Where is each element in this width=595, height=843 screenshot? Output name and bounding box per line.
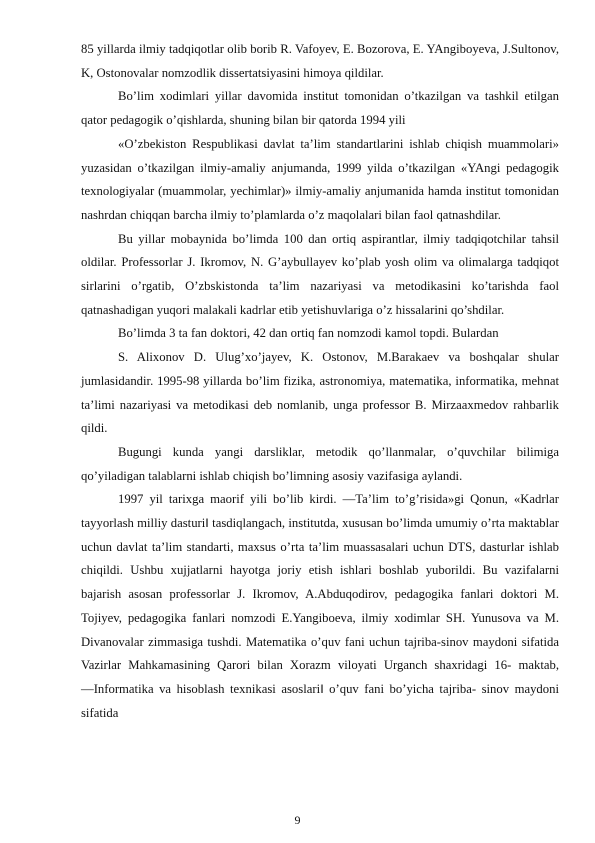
paragraph-1997-reforms: 1997 yil tarixga maorif yili bo’lib kirdi. ―Ta’lim to’g’risida»gi Qonun, «Kadrlar tayyorlash milliy dasturi‖ tasdiqlangach, institutda, xususan bo’limda umumiy o’rta maktablar uchun davlat ta’lim standarti, maxsus o’rta ta’lim muassasalari uchun DTS, dasturlar ishlab chiqildi. Ushbu xujjatlarni hayotga joriy etish ishlari boshlab yuborildi. Bu vazifalarni bajarish asosan professorlar J. Ikromov, A.Abduqodirov, pedagogika fanlari doktori M. Tojiyev, pedagogika fanlari nomzodi E.Yangiboeva, ilmiy xodimlar SH. Yunusova va M. Divanovalar zimmasiga tushdi. Matematika o’quv fani uchun tajriba-sinov maydoni sifatida Vazirlar Mahkamasining Qarori bilan Xorazm viloyati Urganch shaxridagi 16- maktab, ―Informatika va hisoblash texnikasi asoslari‖ o’quv fani bo’yicha tajriba- sinov maydoni sifatida xyxy=(81,492,559,720)
paragraph-aspirants: Bu yillar mobaynida bo’limda 100 dan ortiq aspirantlar, ilmiy tadqiqotchilar tahsil oldilar. Professorlar J. Ikromov, N. G’aybullayev ko’plab yosh olim va olimalarga tadqiqot sirlarini o’rgatib, O’zbskistonda ta’lim nazariyasi va metodikasini ko’tarishda faol qatnashadigan yuqori malakali kadrlar etib yetishuvlariga o’z hissalarini qo’shdilar. xyxy=(81,231,559,317)
paragraph-department-history: S. Alixonov D. Ulug’xo’jayev, K. Ostonov, M.Barakaev va boshqalar shular jumlasidandir. 1995-98 yillarda bo’lim fizika, astronomiya, matematika, informatika, mehnat ta’limi nazariyasi va metodikasi deb nomlanib, unga professor B. Mirzaaxmedov rahbarlik qildi. xyxy=(81,350,559,436)
paragraph-doctors: Bo’limda 3 ta fan doktori, 42 dan ortiq fan nomzodi kamol topdi. Bulardan xyxy=(118,326,499,341)
document-page xyxy=(81,38,559,725)
paragraph-current-tasks: Bugungi kunda yangi darsliklar, metodik qo’llanmalar, o’quvchilar bilimiga qo’yiladigan talablarni ishlab chiqish bo’limning asosiy vazifasiga aylandi. xyxy=(81,444,559,483)
paragraph-dissertations: 85 yillarda ilmiy tadqiqotlar olib borib R. Vafoyev, E. Bozorova, E. YAngiboyeva, J.Sultonov, K, Ostonovalar nomzodlik dissertatsiyasini himoya qildilar. xyxy=(81,42,559,80)
paragraph-staff-readings: Bo’lim xodimlari yillar davomida institut tomonidan o’tkazilgan va tashkil etilgan qator pedagogik o’qishlarda, shuning bilan bir qatorda 1994 yili xyxy=(81,89,559,128)
page-number: 9 xyxy=(294,813,301,827)
paragraph-conferences: «O’zbekiston Respublikasi davlat ta’lim standartlarini ishlab chiqish muammolari» yuzasidan o’tkazilgan ilmiy-amaliy anjumanda, 1999 yilda o’tkazilgan «YAngi pedagogik texnologiyalar (muammolar, yechimlar)» ilmiy-amaliy anjumanida hamda institut tomonidan nashrdan chiqqan barcha ilmiy to’plamlarda o’z maqolalari bilan faol qatnashdilar. xyxy=(81,136,559,222)
